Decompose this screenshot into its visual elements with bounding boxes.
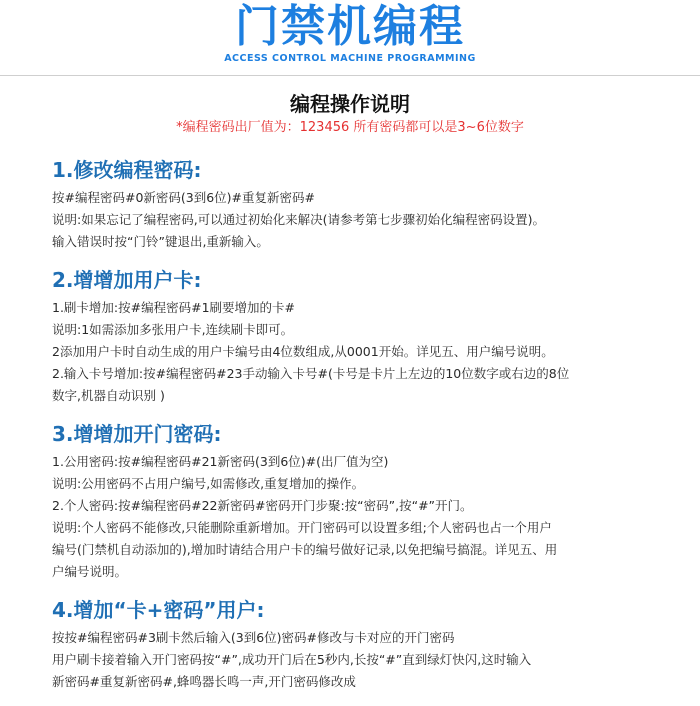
section-line: 1.刷卡增加:按#编程密码#1刷要增加的卡#	[52, 300, 296, 315]
section-line: 2添加用户卡时自动生成的用户卡编号由4位数组成,从0001开始。详见五、用户编号说明。	[52, 344, 554, 359]
section-line: 输入错误时按“门铃”键退出,重新输入。	[52, 234, 269, 249]
instructions-heading: 编程操作说明	[290, 92, 410, 116]
section-add-user-card	[0, 267, 700, 407]
section-line: 按按#编程密码#3刷卡然后输入(3到6位)密码#修改与卡对应的开门密码	[52, 630, 455, 645]
section-line: 说明:如果忘记了编程密码,可以通过初始化来解决(请参考第七步骤初始化编程密码设置)。	[52, 212, 545, 227]
section-line: 编号(门禁机自动添加的),增加时请结合用户卡的编号做好记录,以免把编号搞混。详见五、用	[52, 542, 558, 557]
section-line: 户编号说明。	[52, 564, 128, 579]
section-title: 3.增增加开门密码:	[52, 422, 222, 446]
subtitle: ACCESS CONTROL MACHINE PROGRAMMING	[224, 53, 476, 64]
section-line: 说明:个人密码不能修改,只能删除重新增加。开门密码可以设置多组;个人密码也占一个用户	[52, 520, 552, 535]
section-title: 4.增加“卡+密码”用户:	[52, 598, 265, 622]
section-line: 2.个人密码:按#编程密码#22新密码#密码开门步聚:按“密码”,按“#”开门。	[52, 498, 473, 513]
header-divider	[0, 75, 700, 76]
section-line: 用户刷卡接着输入开门密码按“#”,成功开门后在5秒内,长按“#”直到绿灯快闪,这时输入	[52, 652, 532, 667]
section-line: 1.公用密码:按#编程密码#21新密码(3到6位)#(出厂值为空)	[52, 454, 389, 469]
section-change-program-password	[0, 157, 700, 253]
section-add-door-password	[0, 421, 700, 583]
section-line: 数字,机器自动识别 )	[52, 388, 165, 403]
header-banner	[0, 0, 700, 76]
main-title: 门禁机编程	[235, 1, 465, 52]
section-line: 2.输入卡号增加:按#编程密码#23手动输入卡号#(卡号是卡片上左边的10位数字或右边的8位	[52, 366, 570, 381]
section-add-card-plus-password-user	[0, 597, 700, 693]
section-title: 2.增增加用户卡:	[52, 268, 202, 292]
section-line: 按#编程密码#0新密码(3到6位)#重复新密码#	[52, 190, 316, 205]
section-line: 说明:1如需添加多张用户卡,连续刷卡即可。	[52, 322, 294, 337]
default-password-note: *编程密码出厂值为：123456 所有密码都可以是3~6位数字	[176, 120, 524, 135]
section-line: 新密码#重复新密码#,蜂鸣器长鸣一声,开门密码修改成	[52, 674, 356, 689]
section-line: 说明:公用密码不占用户编号,如需修改,重复增加的操作。	[52, 476, 365, 491]
section-title: 1.修改编程密码:	[52, 158, 202, 182]
